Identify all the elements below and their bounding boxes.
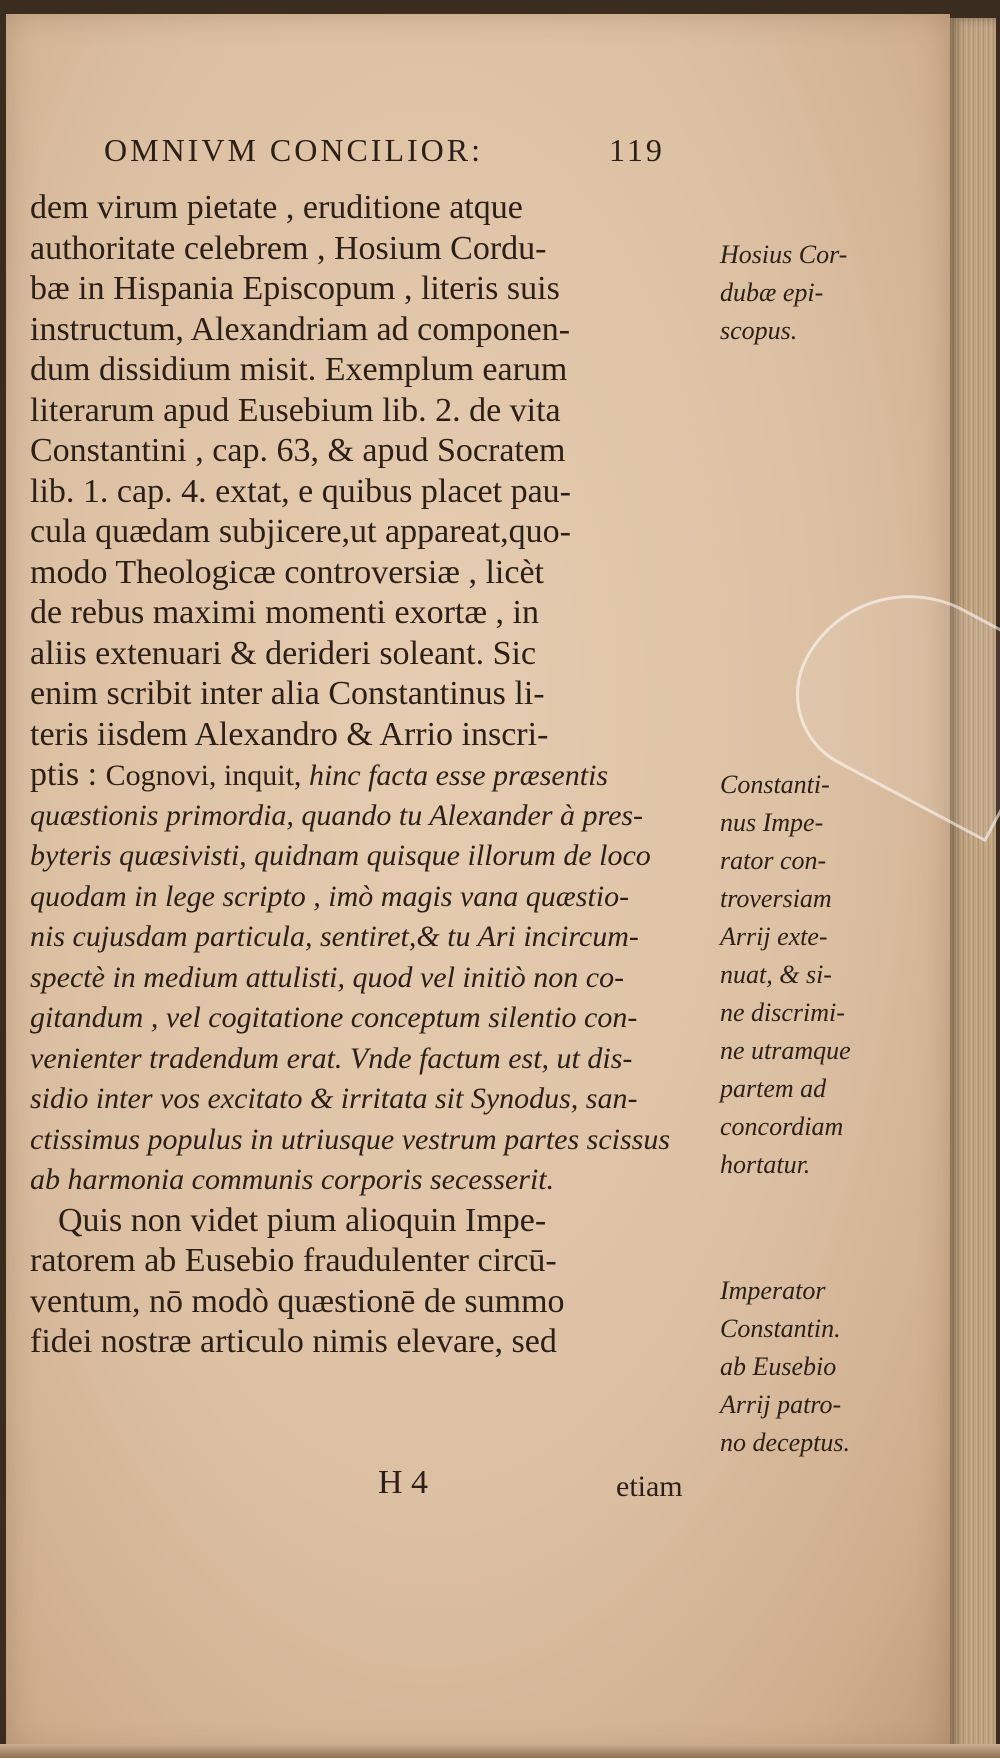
text-line: dum dissidium misit. Exemplum earum: [30, 351, 568, 388]
marginal-note-hosius: [720, 236, 900, 350]
quotation-text: hinc facta esse præsentis: [308, 759, 609, 792]
marginal-line: hortatur.: [720, 1150, 811, 1179]
marginal-line: Constanti-: [720, 770, 830, 799]
marginal-note-imperator: [720, 1272, 900, 1462]
running-title: OMNIVM CONCILIOR:: [104, 132, 483, 168]
text-line: fidei nostræ articulo nimis elevare, sed: [30, 1323, 557, 1360]
quotation-intro: ptis :: [30, 756, 106, 793]
text-line: Constantini , cap. 63, & apud Socratem: [30, 432, 566, 469]
quotation-start-line: [30, 755, 710, 796]
quotation-line: spectè in medium attulisti, quod vel initiò non co-: [30, 960, 625, 994]
text-line: ventum, nō modò quæstionē de summo: [30, 1282, 565, 1320]
marginal-line: ab Eusebio: [720, 1352, 837, 1381]
quotation-line: quodam in lege scripto , imò magis vana quæstio-: [30, 879, 630, 913]
text-line: lib. 1. cap. 4. extat, e quibus placet pau-: [30, 472, 571, 510]
marginal-line: Hosius Cor-: [720, 240, 848, 269]
marginal-line: ne discrimi-: [720, 998, 845, 1027]
text-line: de rebus maximi momenti exortæ , in: [30, 594, 539, 631]
marginal-line: dubæ epi-: [720, 278, 824, 307]
marginal-line: Arrij exte-: [720, 922, 828, 951]
text-line: literarum apud Eusebium lib. 2. de vita: [30, 391, 561, 429]
text-line: ratorem ab Eusebio fraudulenter circū-: [30, 1242, 557, 1279]
marginal-line: rator con-: [720, 846, 827, 875]
marginal-line: concordiam: [720, 1112, 844, 1141]
quotation-line: ctissimus populus in utriusque vestrum partes scissus: [30, 1122, 671, 1156]
text-line: Quis non videt pium alioquin Impe-: [58, 1201, 547, 1239]
text-line: authoritate celebrem , Hosium Cordu-: [30, 229, 547, 267]
text-line: cula quædam subjicere,ut appareat,quo-: [30, 513, 571, 550]
quotation-line: nis cujusdam particula, sentiret,& tu Ari incircum-: [30, 920, 639, 953]
marginal-line: nus Impe-: [720, 808, 824, 837]
page-edges: [950, 18, 996, 1754]
page-footer: [30, 1464, 720, 1504]
text-line: bæ in Hispania Episcopum , literis suis: [30, 270, 560, 307]
quotation-line: gitandum , vel cogitatione conceptum silentio con-: [30, 1001, 638, 1034]
page-bottom-edge: [0, 1744, 1000, 1758]
marginal-line: Constantin.: [720, 1314, 841, 1343]
quotation-line: venienter tradendum erat. Vnde factum est, ut dis-: [30, 1041, 633, 1075]
marginal-line: Arrij patro-: [720, 1390, 842, 1419]
text-line: teris iisdem Alexandro & Arrio inscri-: [30, 715, 549, 753]
signature-mark: H 4: [378, 1464, 429, 1501]
quotation-line: sidio inter vos excitato & irritata sit Synodus, san-: [30, 1082, 638, 1115]
text-line: dem virum pietate , eruditione atque: [30, 189, 523, 226]
text-line: enim scribit inter alia Constantinus li-: [30, 675, 545, 712]
text-line: aliis extenuari & derideri soleant. Sic: [30, 634, 537, 672]
marginal-line: troversiam: [720, 884, 832, 913]
marginal-note-constantinus: [720, 766, 900, 1184]
marginal-line: Imperator: [720, 1276, 826, 1305]
marginal-line: partem ad: [720, 1074, 827, 1103]
quotation-line: quæstionis primordia, quando tu Alexander à pres-: [30, 798, 644, 832]
quotation-line: byteris quæsivisti, quidnam quisque illorum de loco: [30, 839, 651, 872]
quotation-intro-2: Cognovi, inquit,: [105, 759, 309, 792]
marginal-line: scopus.: [720, 316, 798, 345]
marginal-line: ne utramque: [720, 1036, 851, 1065]
catchword: etiam: [616, 1470, 683, 1503]
page-number: 119: [609, 132, 665, 168]
quotation-line: ab harmonia communis corporis secesserit.: [30, 1163, 555, 1196]
marginal-line: nuat, & si-: [720, 960, 832, 989]
main-text-block: [30, 188, 710, 1363]
marginal-line: no deceptus.: [720, 1428, 850, 1457]
text-line: modo Theologicæ controversiæ , licèt: [30, 553, 545, 591]
text-line: instructum, Alexandriam ad componen-: [30, 310, 571, 348]
running-header: [104, 132, 704, 172]
